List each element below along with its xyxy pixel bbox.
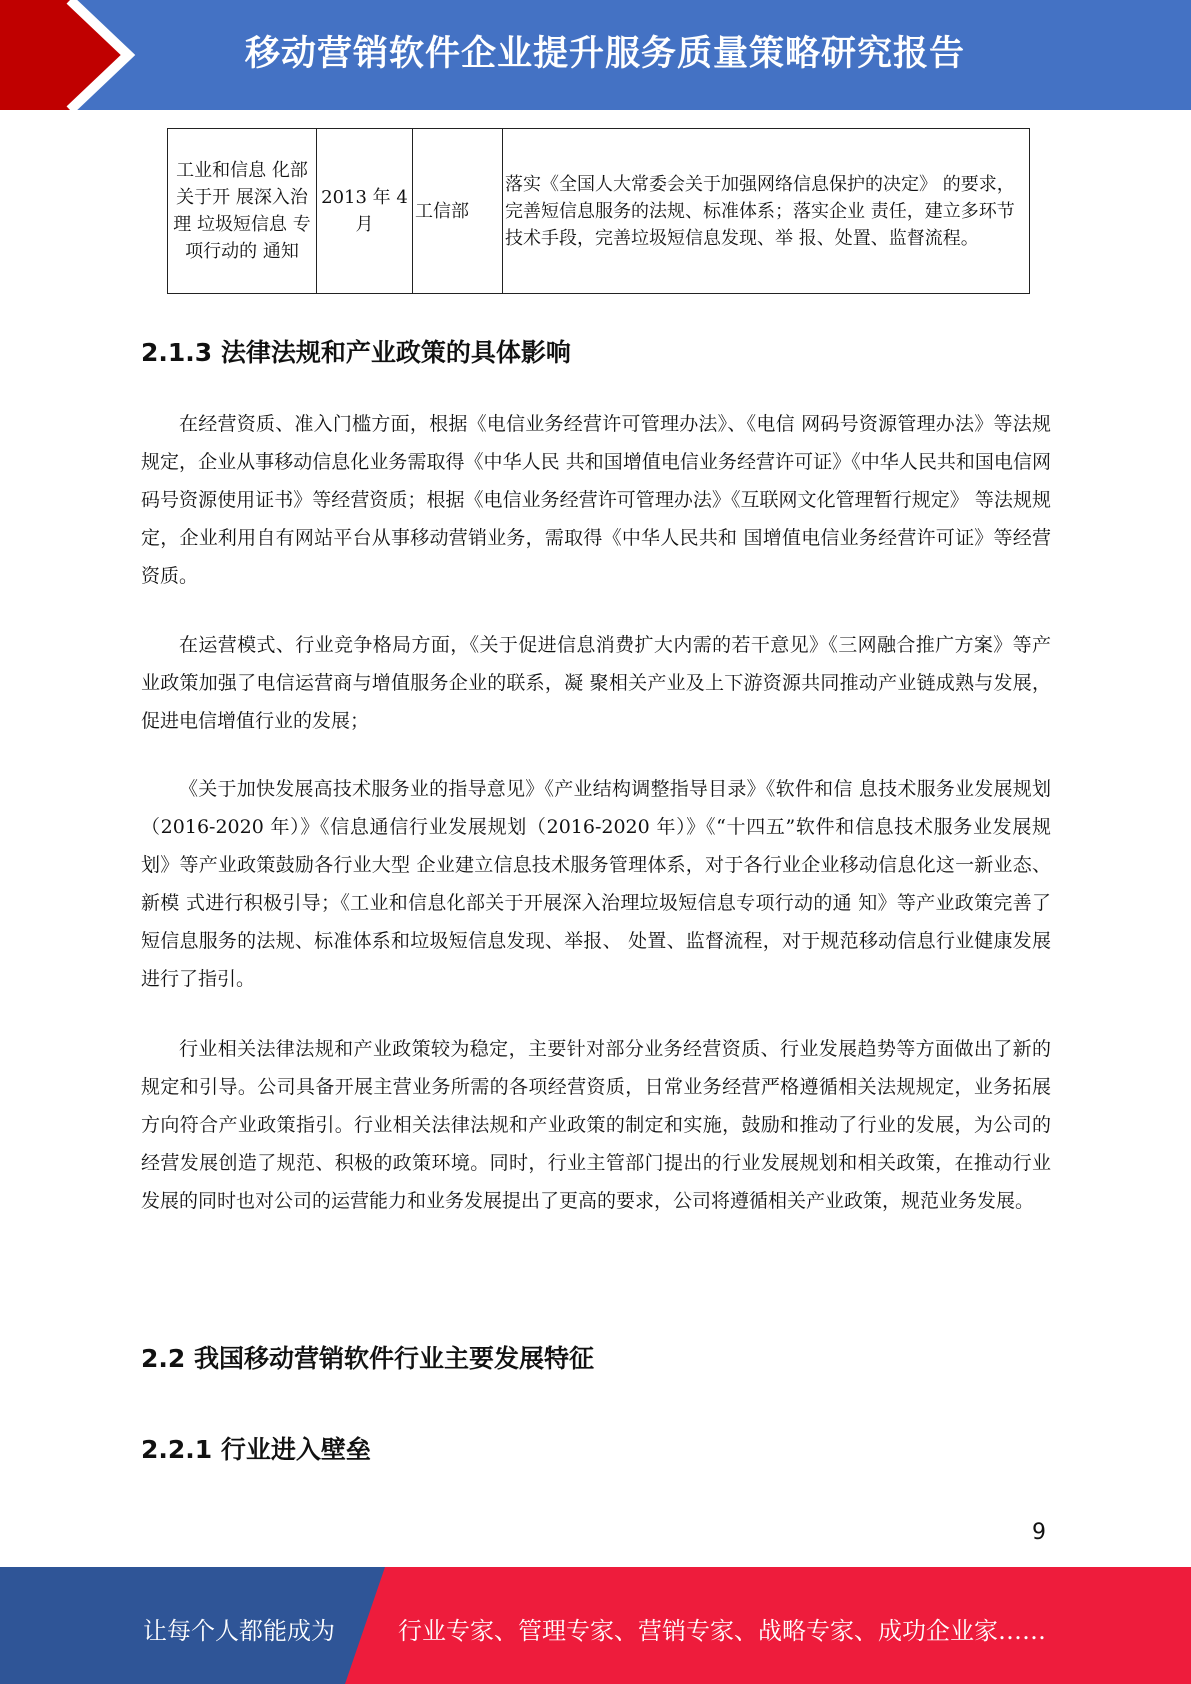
section-heading-2-1-3: 2.1.3 法律法规和产业政策的具体影响 [141, 338, 571, 367]
paragraph-1: 在经营资质、准入门槛方面，根据《电信业务经营许可管理办法》、《电信 网码号资源管理办法》等法规规定，企业从事移动信息化业务需取得《中华人民 共和国增值电信业务经营许可证》《中华人民共和国电信网码号资源使用证书》等经营资质；根据《电信业务经营许可管理办法》《互联网文化管理暂行规定》 等法规规定，企业利用自有网站平台从事移动营销业务，需取得《中华人民共和 国增值电信业务经营许可证》等经营资质。 [141, 413, 1051, 587]
header-arrow-decoration [0, 0, 160, 110]
table-row [168, 129, 1030, 294]
regulation-dept-cell: 工信部 [413, 129, 503, 294]
section-heading-2-2-1: 2.2.1 行业进入壁垒 [141, 1435, 371, 1464]
regulation-table [167, 128, 1030, 294]
regulation-desc-cell: 落实《全国人大常委会关于加强网络信息保护的决定》 的要求，完善短信息服务的法规、标准体系；落实企业 责任，建立多环节技术手段，完善垃圾短信息发现、举 报、处置、监督流程。 [503, 129, 1030, 294]
paragraph-4: 行业相关法律法规和产业政策较为稳定，主要针对部分业务经营资质、行业发展趋势等方面做出了新的规定和引导。公司具备开展主营业务所需的各项经营资质，日常业务经营严格遵循相关法规规定，业务拓展方向符合产业政策指引。行业相关法律法规和产业政策的制定和实施，鼓励和推动了行业的发展，为公司的经营发展创造了规范、积极的政策环境。同时，行业主管部门提出的行业发展规划和相关政策，在推动行业发展的同时也对公司的运营能力和业务发展提出了更高的要求，公司将遵循相关产业政策，规范业务发展。 [141, 1038, 1051, 1212]
page-number: 9 [1032, 1520, 1046, 1545]
section-heading-2-2: 2.2 我国移动营销软件行业主要发展特征 [141, 1344, 594, 1373]
page-footer [0, 1567, 1191, 1684]
regulation-name-cell: 工业和信息 化部关于开 展深入治理 垃圾短信息 专项行动的 通知 [168, 129, 317, 294]
paragraph-3: 《关于加快发展高技术服务业的指导意见》《产业结构调整指导目录》《软件和信 息技术服务业发展规划（2016-2020 年）》《信息通信行业发展规划（2016-2020 年）》《“十四五”软件和信息技术服务业发展规划》等产业政策鼓励各行业大型 企业建立信息技术服务管理体系，对于各行业企业移动信息化这一新业态、新模 式进行积极引导；《工业和信息化部关于开展深入治理垃圾短信息专项行动的通 知》等产业政策完善了短信息服务的法规、标准体系和垃圾短信息发现、举报、 处置、监督流程，对于规范移动信息行业健康发展进行了指引。 [141, 778, 1051, 990]
footer-slogan-right: 行业专家、管理专家、营销专家、战略专家、成功企业家…… [398, 1617, 1046, 1645]
page-header [0, 0, 1191, 110]
report-title: 移动营销软件企业提升服务质量策略研究报告 [245, 34, 966, 74]
footer-slogan-left: 让每个人都能成为 [143, 1617, 335, 1645]
paragraph-2: 在运营模式、行业竞争格局方面，《关于促进信息消费扩大内需的若干意见》《三网融合推广方案》等产业政策加强了电信运营商与增值服务企业的联系，凝 聚相关产业及上下游资源共同推动产业链成熟与发展，促进电信增值行业的发展； [141, 634, 1051, 732]
regulation-date-cell: 2013 年 4 月 [317, 129, 413, 294]
